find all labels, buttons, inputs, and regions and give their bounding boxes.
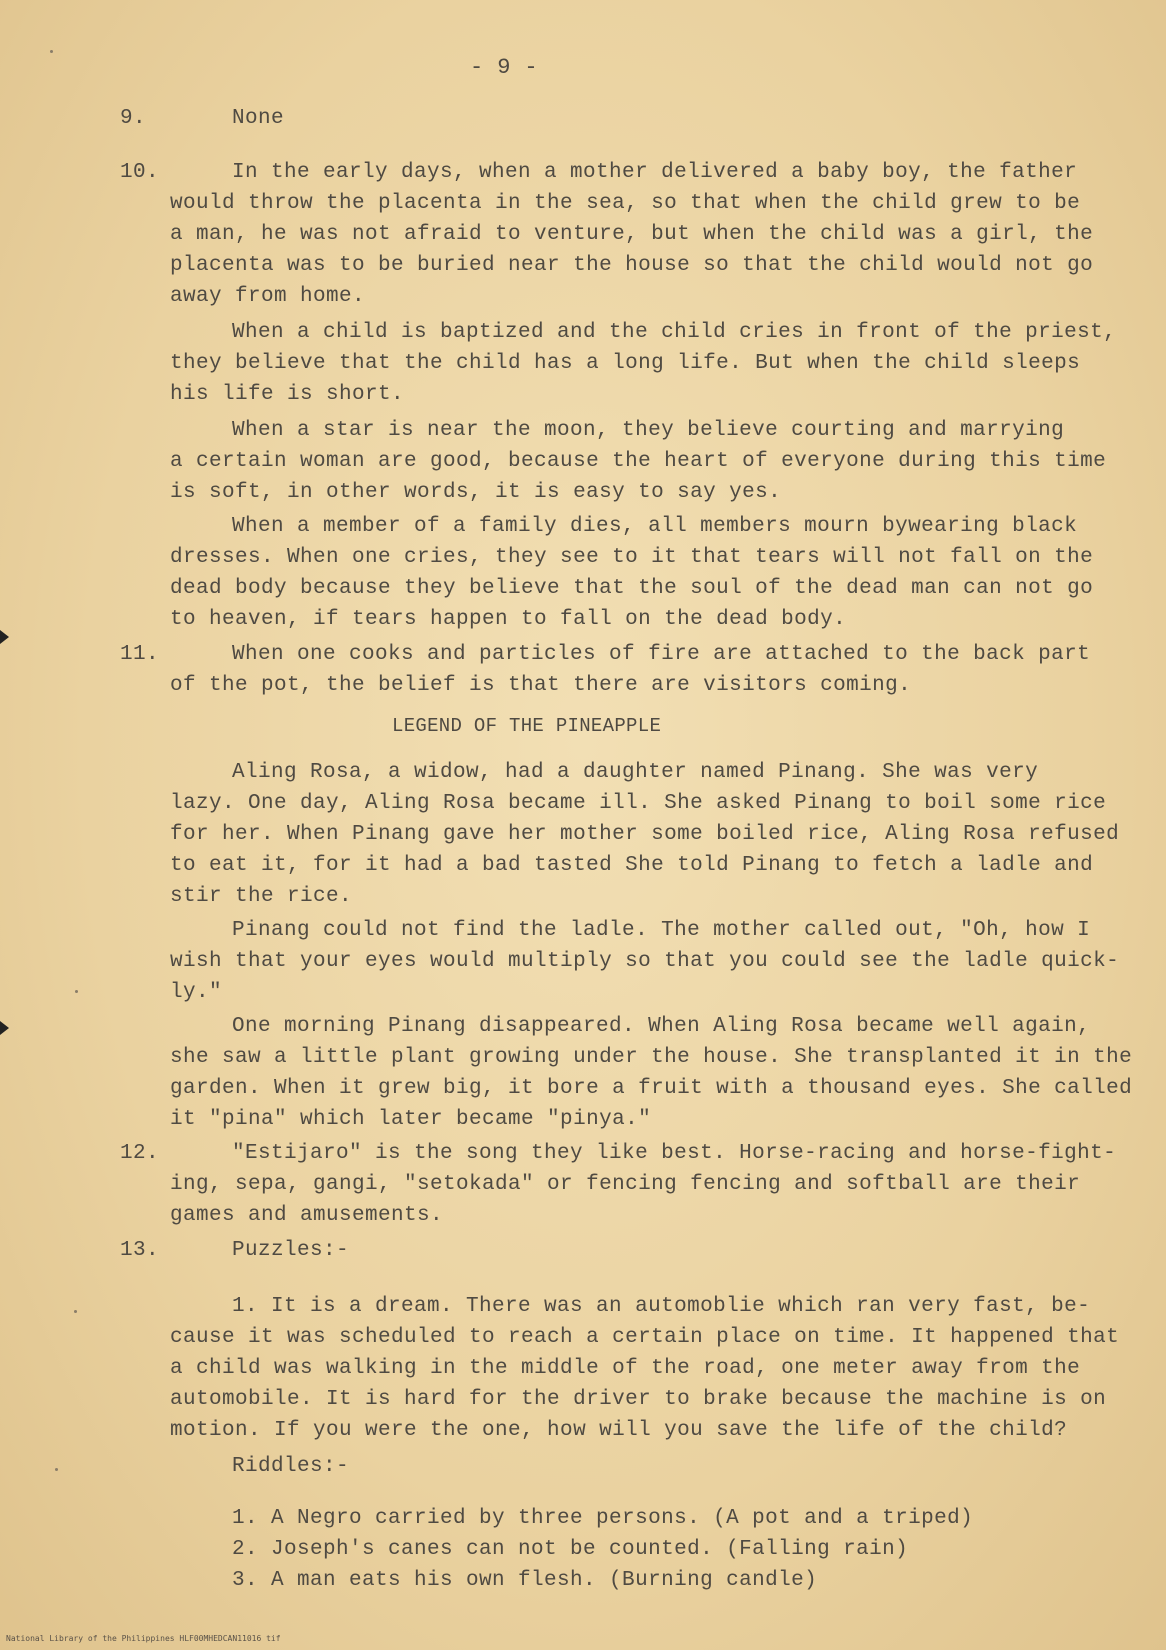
item-12-paragraph xyxy=(170,1138,1117,1231)
text-line: Aling Rosa, a widow, had a daughter named Pinang. She was very xyxy=(232,761,1039,784)
scan-footer: National Library of the Philippines HLF00MHEDCAN11016 tif xyxy=(6,1634,281,1643)
item-11-paragraph xyxy=(170,639,1090,701)
text-line: When a member of a family dies, all members mourn bywearing black xyxy=(232,515,1078,538)
text-line: motion. If you were the one, how will you save the life of the child? xyxy=(170,1419,1068,1442)
text-line: ing, sepa, gangi, "setokada" or fencing fencing and softball are their xyxy=(170,1173,1081,1196)
page-number: - 9 - xyxy=(470,55,539,80)
item-9-text: None xyxy=(232,107,285,130)
item-10-paragraph-1 xyxy=(170,157,1094,312)
item-10-paragraph-2 xyxy=(170,317,1117,410)
riddle-item: 3. A man eats his own flesh. (Burning candle) xyxy=(232,1569,818,1592)
legend-title: LEGEND OF THE PINEAPPLE xyxy=(392,715,662,737)
text-line: "Estijaro" is the song they like best. Horse-racing and horse-fight- xyxy=(232,1142,1117,1165)
text-line: his life is short. xyxy=(170,383,405,406)
text-line: for her. When Pinang gave her mother some boiled rice, Aling Rosa refused xyxy=(170,823,1120,846)
text-line: games and amusements. xyxy=(170,1204,444,1227)
text-line: When one cooks and particles of fire are attached to the back part xyxy=(232,643,1091,666)
riddle-item: 1. A Negro carried by three persons. (A pot and a triped) xyxy=(232,1507,974,1530)
puzzles-heading: Puzzles:- xyxy=(232,1239,350,1262)
text-line: to eat it, for it had a bad tasted She told Pinang to fetch a ladle and xyxy=(170,854,1094,877)
text-line: they believe that the child has a long life. But when the child sleeps xyxy=(170,352,1081,375)
text-line: When a star is near the moon, they believe courting and marrying xyxy=(232,419,1065,442)
text-line: One morning Pinang disappeared. When Aling Rosa became well again, xyxy=(232,1015,1091,1038)
paper-speck xyxy=(75,990,78,993)
riddle-item: 2. Joseph's canes can not be counted. (Falling rain) xyxy=(232,1538,909,1561)
text-line: a child was walking in the middle of the road, one meter away from the xyxy=(170,1357,1081,1380)
text-line: ly." xyxy=(170,981,223,1004)
legend-paragraph-3 xyxy=(170,1011,1133,1135)
riddles-list xyxy=(170,1503,1090,1596)
text-line: it "pina" which later became "pinya." xyxy=(170,1108,652,1131)
item-number-13: 13. xyxy=(120,1239,160,1262)
text-line: stir the rice. xyxy=(170,885,353,908)
text-line: to heaven, if tears happen to fall on the dead body. xyxy=(170,608,847,631)
item-10-paragraph-4 xyxy=(170,511,1094,635)
text-line: she saw a little plant growing under the house. She transplanted it in the xyxy=(170,1046,1133,1069)
text-line: 1. It is a dream. There was an automoblie which ran very fast, be- xyxy=(232,1295,1091,1318)
text-line: placenta was to be buried near the house so that the child would not go xyxy=(170,254,1094,277)
riddles-heading-block xyxy=(170,1451,1090,1482)
riddles-heading: Riddles:- xyxy=(232,1455,350,1478)
text-line: a man, he was not afraid to venture, but when the child was a girl, the xyxy=(170,223,1094,246)
text-line: When a child is baptized and the child cries in front of the priest, xyxy=(232,321,1117,344)
text-line: In the early days, when a mother delivered a baby boy, the father xyxy=(232,161,1078,184)
item-number-10: 10. xyxy=(120,161,160,184)
puzzles-heading-block xyxy=(170,1235,1090,1266)
legend-paragraph-2 xyxy=(170,915,1120,1008)
text-line: would throw the placenta in the sea, so that when the child grew to be xyxy=(170,192,1081,215)
paper-speck xyxy=(50,50,53,53)
legend-paragraph-1 xyxy=(170,757,1120,912)
item-10-paragraph-3 xyxy=(170,415,1107,508)
text-line: dead body because they believe that the soul of the dead man can not go xyxy=(170,577,1094,600)
item-number-9: 9. xyxy=(120,107,147,130)
text-line: lazy. One day, Aling Rosa became ill. She asked Pinang to boil some rice xyxy=(170,792,1107,815)
text-line: automobile. It is hard for the driver to brake because the machine is on xyxy=(170,1388,1107,1411)
binder-mark xyxy=(0,630,9,644)
paper-speck xyxy=(55,1468,58,1471)
text-line: dresses. When one cries, they see to it that tears will not fall on the xyxy=(170,546,1094,569)
binder-mark xyxy=(0,1021,9,1035)
text-line: wish that your eyes would multiply so that you could see the ladle quick- xyxy=(170,950,1120,973)
text-line: garden. When it grew big, it bore a fruit with a thousand eyes. She called xyxy=(170,1077,1133,1100)
text-line: is soft, in other words, it is easy to say yes. xyxy=(170,481,782,504)
text-line: of the pot, the belief is that there are visitors coming. xyxy=(170,674,912,697)
paper-speck xyxy=(74,1310,77,1313)
puzzle-1 xyxy=(170,1291,1120,1446)
text-line: cause it was scheduled to reach a certain place on time. It happened that xyxy=(170,1326,1120,1349)
text-line: away from home. xyxy=(170,285,366,308)
text-line: a certain woman are good, because the heart of everyone during this time xyxy=(170,450,1107,473)
item-number-11: 11. xyxy=(120,643,160,666)
item-9-text-block xyxy=(170,103,1090,134)
text-line: Pinang could not find the ladle. The mother called out, "Oh, how I xyxy=(232,919,1091,942)
item-number-12: 12. xyxy=(120,1142,160,1165)
